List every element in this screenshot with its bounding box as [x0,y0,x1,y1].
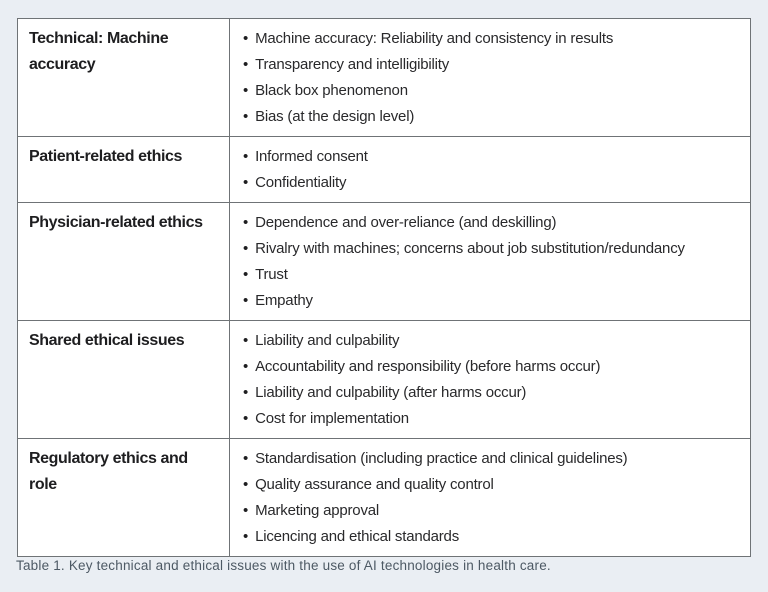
bullet-icon: • [243,56,249,73]
bullet-text: Rivalry with machines; concerns about job substitution/redundancy [255,240,685,257]
bullet-icon: • [243,384,249,401]
bullet-icon: • [243,30,249,47]
bullet-icon: • [243,214,249,231]
items-cell [230,19,750,136]
table-row [18,438,750,556]
bullet-list [243,26,738,130]
bullet-icon: • [243,450,249,467]
category-cell [18,137,230,202]
bullet-icon: • [243,476,249,493]
table-row [18,320,750,438]
bullet-icon: • [243,148,249,165]
bullet-item [243,210,738,236]
ethics-table [17,18,751,557]
bullet-icon: • [243,502,249,519]
bullet-text: Confidentiality [255,174,347,191]
bullet-text: Licencing and ethical standards [255,528,460,545]
category-cell [18,203,230,320]
category-label: Shared ethical issues [29,332,185,349]
bullet-icon: • [243,266,249,283]
bullet-item [243,328,738,354]
bullet-item [243,524,738,550]
bullet-text: Marketing approval [255,502,380,519]
bullet-item [243,52,738,78]
bullet-icon: • [243,410,249,427]
bullet-item [243,104,738,130]
table-row [18,136,750,202]
bullet-icon: • [243,292,249,309]
bullet-icon: • [243,82,249,99]
bullet-text: Accountability and responsibility (before harms occur) [255,358,601,375]
bullet-icon: • [243,528,249,545]
bullet-item [243,498,738,524]
category-label: Physician-related ethics [29,214,203,231]
bullet-item [243,288,738,314]
bullet-item [243,144,738,170]
category-label: Technical: Machine accuracy [29,30,169,73]
bullet-text: Cost for implementation [255,410,409,427]
bullet-icon: • [243,240,249,257]
bullet-text: Empathy [255,292,313,309]
bullet-item [243,26,738,52]
bullet-list [243,446,738,550]
bullet-list [243,210,738,314]
bullet-item [243,406,738,432]
items-cell [230,321,750,438]
bullet-text: Black box phenomenon [255,82,408,99]
category-label: Regulatory ethics and role [29,450,188,493]
bullet-item [243,78,738,104]
bullet-text: Liability and culpability [255,332,400,349]
table-row [18,202,750,320]
bullet-item [243,262,738,288]
category-cell [18,321,230,438]
bullet-text: Informed consent [255,148,368,165]
bullet-text: Quality assurance and quality control [255,476,494,493]
bullet-text: Bias (at the design level) [255,108,415,125]
bullet-item [243,446,738,472]
bullet-item [243,472,738,498]
category-label: Patient-related ethics [29,148,183,165]
items-cell [230,137,750,202]
table-caption: Table 1. Key technical and ethical issues with the use of AI technologies in health care. [16,558,551,573]
bullet-list [243,328,738,432]
bullet-item [243,170,738,196]
category-cell [18,439,230,556]
bullet-text: Trust [255,266,288,283]
bullet-text: Liability and culpability (after harms occur) [255,384,527,401]
bullet-text: Dependence and over-reliance (and deskilling) [255,214,557,231]
bullet-item [243,236,738,262]
items-cell [230,439,750,556]
bullet-icon: • [243,358,249,375]
bullet-icon: • [243,332,249,349]
bullet-text: Machine accuracy: Reliability and consistency in results [255,30,614,47]
table-row [18,19,750,136]
bullet-item [243,354,738,380]
bullet-icon: • [243,108,249,125]
bullet-text: Transparency and intelligibility [255,56,450,73]
bullet-list [243,144,738,196]
bullet-icon: • [243,174,249,191]
category-cell [18,19,230,136]
bullet-item [243,380,738,406]
items-cell [230,203,750,320]
bullet-text: Standardisation (including practice and clinical guidelines) [255,450,628,467]
